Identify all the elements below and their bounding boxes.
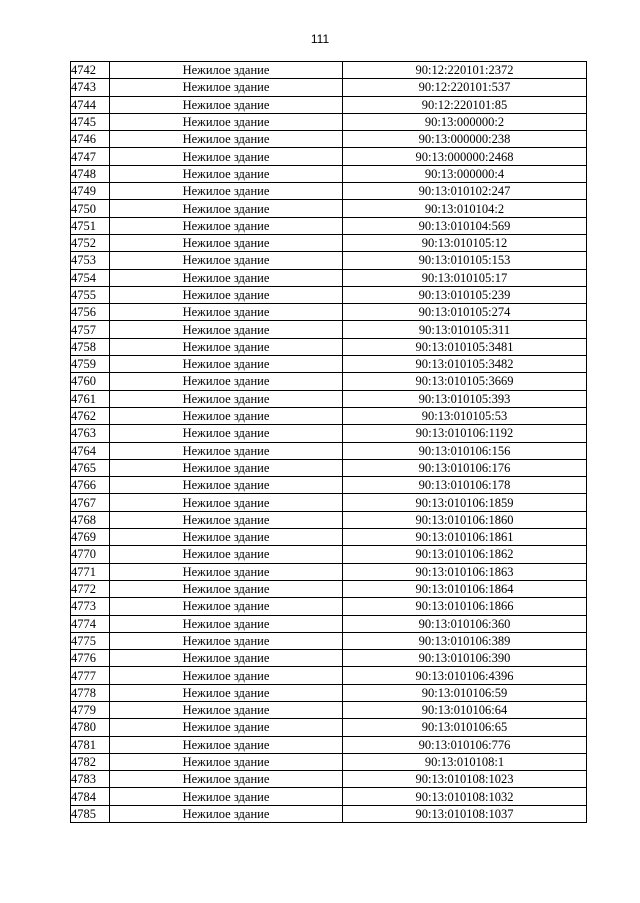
row-number-cell: 4777 <box>71 667 110 684</box>
table-row <box>71 304 587 321</box>
object-type-cell: Нежилое здание <box>110 304 343 321</box>
cadastral-number-cell: 90:13:010106:64 <box>343 701 587 718</box>
object-type-cell: Нежилое здание <box>110 511 343 528</box>
table-row <box>71 373 587 390</box>
cadastral-number-cell: 90:13:010108:1037 <box>343 805 587 822</box>
page-number: 111 <box>310 32 330 46</box>
cadastral-number-cell: 90:13:010105:274 <box>343 304 587 321</box>
row-number-cell: 4747 <box>71 148 110 165</box>
cadastral-number-cell: 90:13:010106:390 <box>343 650 587 667</box>
object-type-cell: Нежилое здание <box>110 719 343 736</box>
row-number-cell: 4754 <box>71 269 110 286</box>
table-row <box>71 788 587 805</box>
object-type-cell: Нежилое здание <box>110 148 343 165</box>
object-type-cell: Нежилое здание <box>110 338 343 355</box>
row-number-cell: 4753 <box>71 252 110 269</box>
table-row <box>71 62 587 79</box>
object-type-cell: Нежилое здание <box>110 407 343 424</box>
table-row <box>71 165 587 182</box>
table-row <box>71 701 587 718</box>
table-row <box>71 131 587 148</box>
row-number-cell: 4743 <box>71 79 110 96</box>
cadastral-number-cell: 90:13:010106:65 <box>343 719 587 736</box>
object-type-cell: Нежилое здание <box>110 494 343 511</box>
object-type-cell: Нежилое здание <box>110 165 343 182</box>
cadastral-number-cell: 90:12:220101:2372 <box>343 62 587 79</box>
cadastral-number-cell: 90:13:000000:238 <box>343 131 587 148</box>
row-number-cell: 4752 <box>71 234 110 251</box>
row-number-cell: 4745 <box>71 113 110 130</box>
row-number-cell: 4756 <box>71 304 110 321</box>
table-row <box>71 338 587 355</box>
row-number-cell: 4763 <box>71 425 110 442</box>
row-number-cell: 4766 <box>71 477 110 494</box>
table-row <box>71 269 587 286</box>
cadastral-number-cell: 90:13:010105:3669 <box>343 373 587 390</box>
table-row <box>71 390 587 407</box>
cadastral-number-cell: 90:13:010105:3481 <box>343 338 587 355</box>
object-type-cell: Нежилое здание <box>110 771 343 788</box>
row-number-cell: 4748 <box>71 165 110 182</box>
object-type-cell: Нежилое здание <box>110 563 343 580</box>
cadastral-number-cell: 90:13:010106:59 <box>343 684 587 701</box>
row-number-cell: 4776 <box>71 650 110 667</box>
table-row <box>71 477 587 494</box>
cadastral-number-cell: 90:13:010105:3482 <box>343 356 587 373</box>
row-number-cell: 4746 <box>71 131 110 148</box>
table-row <box>71 234 587 251</box>
table-row <box>71 529 587 546</box>
table-row <box>71 356 587 373</box>
object-type-cell: Нежилое здание <box>110 580 343 597</box>
object-type-cell: Нежилое здание <box>110 373 343 390</box>
cadastral-number-cell: 90:13:010105:53 <box>343 407 587 424</box>
row-number-cell: 4761 <box>71 390 110 407</box>
cadastral-number-cell: 90:13:010108:1023 <box>343 771 587 788</box>
row-number-cell: 4755 <box>71 286 110 303</box>
cadastral-number-cell: 90:13:010106:156 <box>343 442 587 459</box>
object-type-cell: Нежилое здание <box>110 684 343 701</box>
cadastral-number-cell: 90:13:000000:2468 <box>343 148 587 165</box>
table-row <box>71 113 587 130</box>
row-number-cell: 4767 <box>71 494 110 511</box>
row-number-cell: 4775 <box>71 632 110 649</box>
object-type-cell: Нежилое здание <box>110 356 343 373</box>
cadastral-number-cell: 90:13:010106:776 <box>343 736 587 753</box>
row-number-cell: 4758 <box>71 338 110 355</box>
table-row <box>71 563 587 580</box>
table-row <box>71 753 587 770</box>
cadastral-number-cell: 90:13:010106:1859 <box>343 494 587 511</box>
row-number-cell: 4770 <box>71 546 110 563</box>
object-type-cell: Нежилое здание <box>110 546 343 563</box>
cadastral-number-cell: 90:13:010105:239 <box>343 286 587 303</box>
object-type-cell: Нежилое здание <box>110 113 343 130</box>
object-type-cell: Нежилое здание <box>110 200 343 217</box>
cadastral-number-cell: 90:13:010102:247 <box>343 183 587 200</box>
cadastral-number-cell: 90:13:010106:1861 <box>343 529 587 546</box>
cadastral-number-cell: 90:12:220101:537 <box>343 79 587 96</box>
row-number-cell: 4751 <box>71 217 110 234</box>
object-type-cell: Нежилое здание <box>110 753 343 770</box>
object-type-cell: Нежилое здание <box>110 321 343 338</box>
cadastral-number-cell: 90:13:010106:1192 <box>343 425 587 442</box>
table-row <box>71 667 587 684</box>
row-number-cell: 4771 <box>71 563 110 580</box>
object-type-cell: Нежилое здание <box>110 96 343 113</box>
row-number-cell: 4757 <box>71 321 110 338</box>
table-body <box>71 62 587 823</box>
row-number-cell: 4749 <box>71 183 110 200</box>
object-type-cell: Нежилое здание <box>110 286 343 303</box>
object-type-cell: Нежилое здание <box>110 79 343 96</box>
table-row <box>71 407 587 424</box>
cadastral-number-cell: 90:13:000000:4 <box>343 165 587 182</box>
cadastral-number-cell: 90:13:010106:176 <box>343 459 587 476</box>
row-number-cell: 4765 <box>71 459 110 476</box>
table-row <box>71 183 587 200</box>
object-type-cell: Нежилое здание <box>110 701 343 718</box>
cadastral-number-cell: 90:13:010104:2 <box>343 200 587 217</box>
object-type-cell: Нежилое здание <box>110 217 343 234</box>
row-number-cell: 4773 <box>71 598 110 615</box>
object-type-cell: Нежилое здание <box>110 234 343 251</box>
row-number-cell: 4779 <box>71 701 110 718</box>
cadastral-number-cell: 90:13:010105:153 <box>343 252 587 269</box>
table-row <box>71 425 587 442</box>
table-row <box>71 494 587 511</box>
cadastral-number-cell: 90:13:010106:360 <box>343 615 587 632</box>
object-type-cell: Нежилое здание <box>110 252 343 269</box>
object-type-cell: Нежилое здание <box>110 805 343 822</box>
object-type-cell: Нежилое здание <box>110 425 343 442</box>
table-row <box>71 442 587 459</box>
table-row <box>71 217 587 234</box>
row-number-cell: 4785 <box>71 805 110 822</box>
table-row <box>71 736 587 753</box>
table-row <box>71 252 587 269</box>
table-row <box>71 546 587 563</box>
cadastral-number-cell: 90:13:010106:1862 <box>343 546 587 563</box>
table-row <box>71 771 587 788</box>
table-row <box>71 684 587 701</box>
object-type-cell: Нежилое здание <box>110 667 343 684</box>
cadastral-number-cell: 90:13:010106:4396 <box>343 667 587 684</box>
object-type-cell: Нежилое здание <box>110 477 343 494</box>
table-row <box>71 719 587 736</box>
object-type-cell: Нежилое здание <box>110 390 343 407</box>
row-number-cell: 4781 <box>71 736 110 753</box>
cadastral-number-cell: 90:13:010106:1864 <box>343 580 587 597</box>
table-row <box>71 79 587 96</box>
cadastral-number-cell: 90:13:010108:1 <box>343 753 587 770</box>
cadastral-number-cell: 90:13:010106:1866 <box>343 598 587 615</box>
property-table <box>70 61 587 823</box>
row-number-cell: 4762 <box>71 407 110 424</box>
row-number-cell: 4778 <box>71 684 110 701</box>
object-type-cell: Нежилое здание <box>110 598 343 615</box>
table-row <box>71 200 587 217</box>
table-row <box>71 96 587 113</box>
row-number-cell: 4764 <box>71 442 110 459</box>
object-type-cell: Нежилое здание <box>110 788 343 805</box>
table-row <box>71 632 587 649</box>
table-row <box>71 511 587 528</box>
table-row <box>71 615 587 632</box>
cadastral-number-cell: 90:13:000000:2 <box>343 113 587 130</box>
row-number-cell: 4769 <box>71 529 110 546</box>
cadastral-number-cell: 90:13:010105:17 <box>343 269 587 286</box>
cadastral-number-cell: 90:13:010105:12 <box>343 234 587 251</box>
object-type-cell: Нежилое здание <box>110 442 343 459</box>
table-row <box>71 580 587 597</box>
cadastral-number-cell: 90:13:010106:178 <box>343 477 587 494</box>
object-type-cell: Нежилое здание <box>110 183 343 200</box>
row-number-cell: 4750 <box>71 200 110 217</box>
object-type-cell: Нежилое здание <box>110 131 343 148</box>
object-type-cell: Нежилое здание <box>110 615 343 632</box>
cadastral-number-cell: 90:13:010106:1863 <box>343 563 587 580</box>
row-number-cell: 4759 <box>71 356 110 373</box>
cadastral-number-cell: 90:13:010108:1032 <box>343 788 587 805</box>
table-row <box>71 598 587 615</box>
cadastral-number-cell: 90:12:220101:85 <box>343 96 587 113</box>
table-row <box>71 321 587 338</box>
row-number-cell: 4744 <box>71 96 110 113</box>
object-type-cell: Нежилое здание <box>110 650 343 667</box>
cadastral-number-cell: 90:13:010104:569 <box>343 217 587 234</box>
row-number-cell: 4783 <box>71 771 110 788</box>
cadastral-number-cell: 90:13:010105:311 <box>343 321 587 338</box>
cadastral-number-cell: 90:13:010106:389 <box>343 632 587 649</box>
cadastral-number-cell: 90:13:010106:1860 <box>343 511 587 528</box>
row-number-cell: 4772 <box>71 580 110 597</box>
object-type-cell: Нежилое здание <box>110 62 343 79</box>
table-row <box>71 286 587 303</box>
table-row <box>71 650 587 667</box>
row-number-cell: 4760 <box>71 373 110 390</box>
object-type-cell: Нежилое здание <box>110 459 343 476</box>
table-row <box>71 459 587 476</box>
row-number-cell: 4768 <box>71 511 110 528</box>
cadastral-number-cell: 90:13:010105:393 <box>343 390 587 407</box>
row-number-cell: 4742 <box>71 62 110 79</box>
row-number-cell: 4774 <box>71 615 110 632</box>
object-type-cell: Нежилое здание <box>110 736 343 753</box>
object-type-cell: Нежилое здание <box>110 632 343 649</box>
row-number-cell: 4780 <box>71 719 110 736</box>
object-type-cell: Нежилое здание <box>110 269 343 286</box>
row-number-cell: 4784 <box>71 788 110 805</box>
table-row <box>71 148 587 165</box>
row-number-cell: 4782 <box>71 753 110 770</box>
table-row <box>71 805 587 822</box>
object-type-cell: Нежилое здание <box>110 529 343 546</box>
